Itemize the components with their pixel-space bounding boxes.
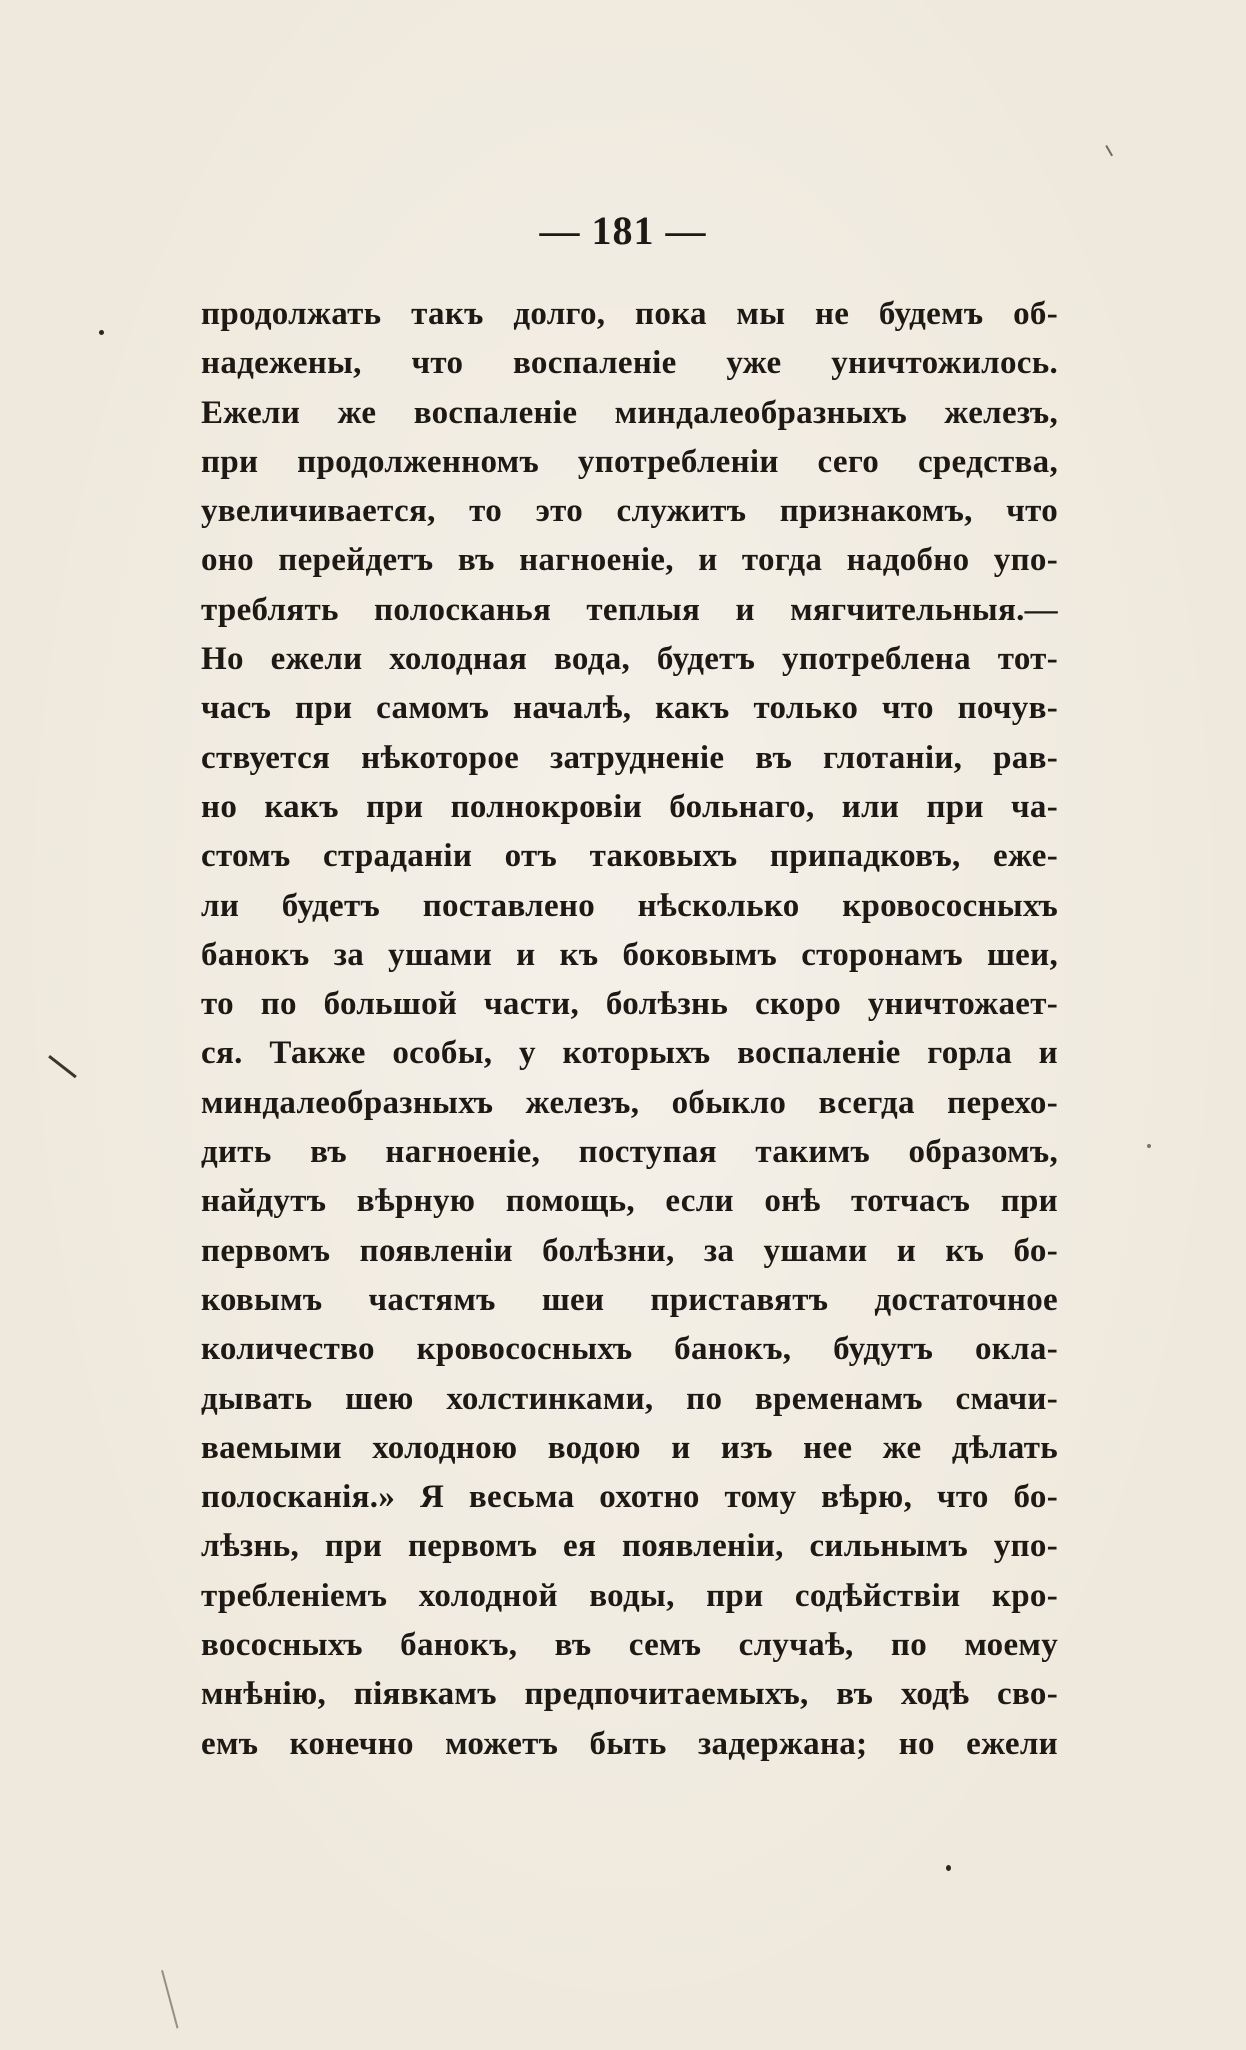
text-line: Ежели же воспаленіе миндалеобразныхъ железъ,	[201, 394, 1058, 431]
paper-speck	[99, 330, 104, 335]
text-line: треблять полосканья теплыя и мягчительныя.—	[201, 591, 1058, 628]
text-line: ли будетъ поставлено нѣсколько кровососныхъ	[201, 887, 1058, 924]
text-line: часъ при самомъ началѣ, какъ только что почув-	[201, 690, 1058, 727]
page-number: — 181 —	[539, 208, 707, 253]
paper-scratch	[161, 1970, 178, 2028]
text-line: ся. Также особы, у которыхъ воспаленіе горла и	[201, 1035, 1058, 1072]
body-text	[201, 290, 1058, 1769]
paper-speck	[946, 1865, 951, 1871]
text-line: ствуется нѣкоторое затрудненіе въ глотаніи, рав-	[201, 739, 1058, 776]
text-line: ковымъ частямъ шеи приставятъ достаточное	[201, 1281, 1058, 1318]
paper-speck	[1147, 1144, 1151, 1148]
text-line: мнѣнію, піявкамъ предпочитаемыхъ, въ ходѣ сво-	[201, 1676, 1058, 1713]
text-line: Но ежели холодная вода, будетъ употреблена тот-	[201, 641, 1058, 678]
text-line: количество кровососныхъ банокъ, будутъ окла-	[201, 1331, 1058, 1368]
text-line: миндалеобразныхъ железъ, обыкло всегда перехо-	[201, 1084, 1058, 1121]
text-line: при продолженномъ употребленіи сего средства,	[201, 443, 1058, 480]
text-line: продолжать такъ долго, пока мы не будемъ об-	[201, 296, 1058, 332]
paper-scratch	[1105, 145, 1113, 156]
text-line: то по большой части, болѣзнь скоро уничтожает-	[201, 986, 1058, 1023]
text-line: надежены, что воспаленіе уже уничтожилось.	[201, 345, 1058, 382]
text-line: оно перейдетъ въ нагноеніе, и тогда надобно упо-	[201, 542, 1058, 579]
paper-scratch	[48, 1055, 77, 1078]
text-line: банокъ за ушами и къ боковымъ сторонамъ шеи,	[201, 936, 1058, 973]
text-line: найдутъ вѣрную помощь, если онѣ тотчасъ при	[201, 1183, 1058, 1220]
text-line: вососныхъ банокъ, въ семъ случаѣ, по моему	[201, 1627, 1058, 1664]
text-line: емъ конечно можетъ быть задержана; но ежели	[201, 1725, 1058, 1762]
text-line: полосканія.» Я весьма охотно тому вѣрю, что бо-	[201, 1479, 1058, 1516]
text-line: увеличивается, то это служитъ признакомъ, что	[201, 493, 1058, 530]
text-line: стомъ страданіи отъ таковыхъ припадковъ, еже-	[201, 838, 1058, 875]
text-line: ваемыми холодною водою и изъ нее же дѣлать	[201, 1429, 1058, 1466]
text-line: первомъ появленіи болѣзни, за ушами и къ бо-	[201, 1232, 1058, 1269]
text-line: но какъ при полнокровіи больнаго, или при ча-	[201, 788, 1058, 825]
text-line: требленіемъ холодной воды, при содѣйствіи кро-	[201, 1577, 1058, 1614]
text-line: дывать шею холстинками, по временамъ смачи-	[201, 1380, 1058, 1417]
text-line: лѣзнь, при первомъ ея появленіи, сильнымъ упо-	[201, 1528, 1058, 1565]
text-line: дить въ нагноеніе, поступая такимъ образомъ,	[201, 1134, 1058, 1171]
